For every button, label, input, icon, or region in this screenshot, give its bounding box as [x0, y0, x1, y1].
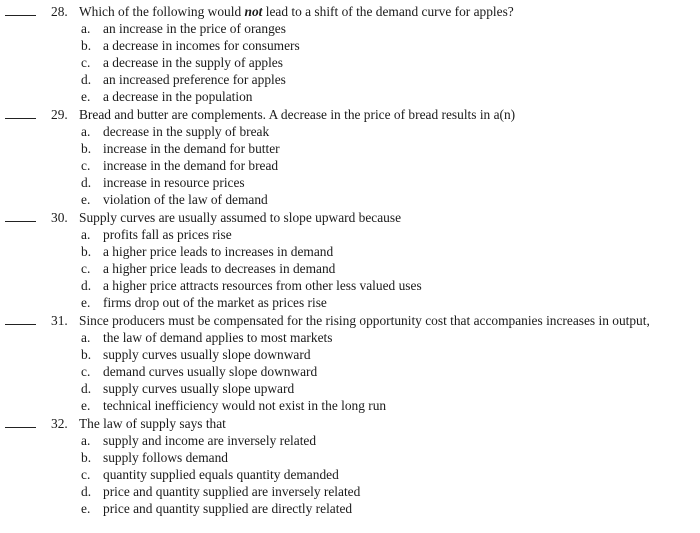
option-e[interactable]: [0, 500, 700, 517]
option-text: increase in resource prices: [103, 175, 245, 190]
answer-blank[interactable]: [5, 118, 36, 119]
option-text: increase in the demand for bread: [103, 158, 279, 173]
option-b[interactable]: [0, 346, 700, 363]
option-text: a higher price leads to increases in demand: [103, 244, 334, 259]
question-number: 29.: [51, 107, 68, 122]
option-letter: c.: [81, 467, 91, 482]
option-text: an increased preference for apples: [103, 72, 286, 87]
question-line: [0, 209, 700, 226]
question-text: The law of supply says that: [79, 416, 226, 431]
question-number: 32.: [51, 416, 68, 431]
question-30: [0, 209, 700, 311]
option-letter: b.: [81, 244, 92, 259]
option-text: the law of demand applies to most markets: [103, 330, 333, 345]
option-text: quantity supplied equals quantity demanded: [103, 467, 339, 482]
option-text: profits fall as prices rise: [103, 227, 232, 242]
option-text: decrease in the supply of break: [103, 124, 270, 139]
option-d[interactable]: [0, 277, 700, 294]
option-text: price and quantity supplied are inversely related: [103, 484, 361, 499]
option-letter: b.: [81, 38, 92, 53]
question-line: [0, 312, 700, 329]
option-letter: a.: [81, 330, 91, 345]
question-32: [0, 415, 700, 517]
option-b[interactable]: [0, 140, 700, 157]
option-text: supply curves usually slope downward: [103, 347, 311, 362]
option-text: price and quantity supplied are directly related: [103, 501, 353, 516]
option-c[interactable]: [0, 363, 700, 380]
option-letter: c.: [81, 261, 91, 276]
option-text: an increase in the price of oranges: [103, 21, 286, 36]
option-text: technical inefficiency would not exist in the long run: [103, 398, 387, 413]
option-a[interactable]: [0, 226, 700, 243]
option-letter: a.: [81, 433, 91, 448]
option-a[interactable]: [0, 329, 700, 346]
option-letter: e.: [81, 398, 91, 413]
option-text: a decrease in the population: [103, 89, 253, 104]
answer-blank[interactable]: [5, 324, 36, 325]
option-text: supply curves usually slope upward: [103, 381, 295, 396]
option-d[interactable]: [0, 174, 700, 191]
option-letter: d.: [81, 381, 92, 396]
question-line: [0, 3, 700, 20]
question-number: 30.: [51, 210, 68, 225]
option-e[interactable]: [0, 88, 700, 105]
option-letter: d.: [81, 278, 92, 293]
question-line: [0, 415, 700, 432]
option-letter: c.: [81, 55, 91, 70]
option-c[interactable]: [0, 260, 700, 277]
option-letter: b.: [81, 347, 92, 362]
option-c[interactable]: [0, 466, 700, 483]
option-d[interactable]: [0, 483, 700, 500]
question-number: 28.: [51, 4, 68, 19]
option-letter: a.: [81, 21, 91, 36]
option-text: a higher price leads to decreases in demand: [103, 261, 336, 276]
option-text: a decrease in the supply of apples: [103, 55, 283, 70]
option-letter: a.: [81, 124, 91, 139]
option-text: supply follows demand: [103, 450, 228, 465]
question-29: [0, 106, 700, 208]
option-b[interactable]: [0, 37, 700, 54]
option-letter: c.: [81, 364, 91, 379]
option-e[interactable]: [0, 294, 700, 311]
option-letter: b.: [81, 450, 92, 465]
option-letter: e.: [81, 89, 91, 104]
option-c[interactable]: [0, 157, 700, 174]
emphasis-not: not: [244, 4, 263, 19]
answer-blank[interactable]: [5, 427, 36, 428]
option-letter: e.: [81, 192, 91, 207]
question-number: 31.: [51, 313, 68, 328]
question-31: [0, 312, 700, 414]
option-a[interactable]: [0, 123, 700, 140]
option-text: firms drop out of the market as prices rise: [103, 295, 327, 310]
option-d[interactable]: [0, 71, 700, 88]
option-text: a higher price attracts resources from other less valued uses: [103, 278, 422, 293]
option-letter: e.: [81, 501, 91, 516]
option-text: increase in the demand for butter: [103, 141, 280, 156]
question-text: Since producers must be compensated for the rising opportunity cost that accompanies increases in output,: [79, 313, 650, 328]
option-text: demand curves usually slope downward: [103, 364, 318, 379]
answer-blank[interactable]: [5, 221, 36, 222]
option-e[interactable]: [0, 191, 700, 208]
option-d[interactable]: [0, 380, 700, 397]
option-text: supply and income are inversely related: [103, 433, 317, 448]
option-letter: a.: [81, 227, 91, 242]
question-text: Supply curves are usually assumed to slope upward because: [79, 210, 402, 225]
quiz-page: [0, 3, 700, 518]
option-letter: d.: [81, 72, 92, 87]
option-a[interactable]: [0, 432, 700, 449]
option-c[interactable]: [0, 54, 700, 71]
question-28: [0, 3, 700, 105]
question-text: Which of the following would not lead to a shift of the demand curve for apples?: [79, 4, 514, 19]
option-letter: e.: [81, 295, 91, 310]
option-text: a decrease in incomes for consumers: [103, 38, 300, 53]
option-b[interactable]: [0, 243, 700, 260]
question-line: [0, 106, 700, 123]
option-e[interactable]: [0, 397, 700, 414]
option-letter: c.: [81, 158, 91, 173]
answer-blank[interactable]: [5, 15, 36, 16]
option-letter: b.: [81, 141, 92, 156]
option-a[interactable]: [0, 20, 700, 37]
option-letter: d.: [81, 484, 92, 499]
option-b[interactable]: [0, 449, 700, 466]
option-text: violation of the law of demand: [103, 192, 268, 207]
question-text: Bread and butter are complements. A decrease in the price of bread results in a(n): [79, 107, 516, 122]
option-letter: d.: [81, 175, 92, 190]
